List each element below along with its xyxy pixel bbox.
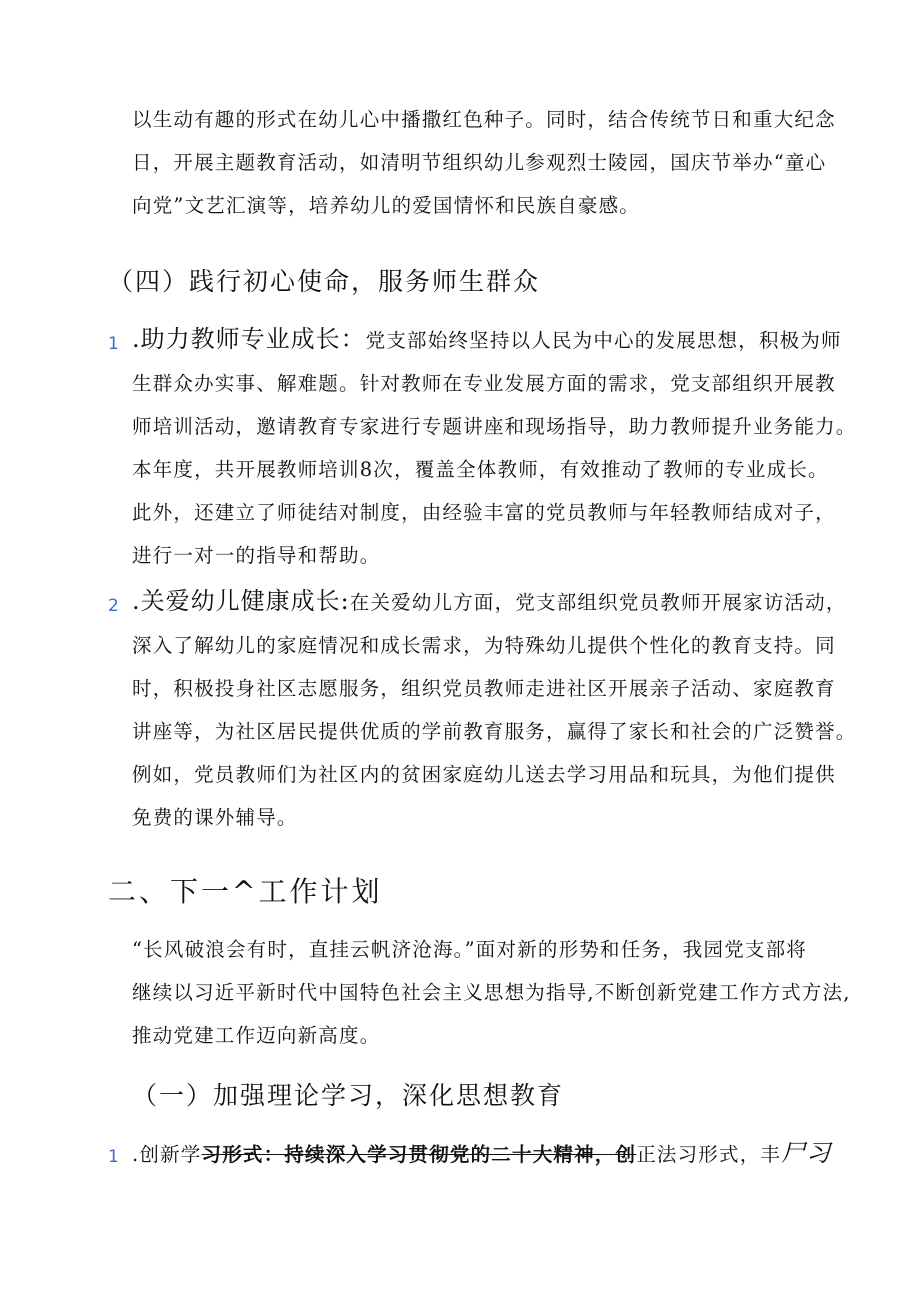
text-line: 讲座等，为社区居民提供优质的学前教育服务，赢得了家长和社会的广泛赞誉。 (132, 720, 857, 743)
section-heading-4: （四）践行初心使命，服务师生群众 (108, 267, 541, 296)
text-line: 本年度，共开展教师培训8次，覆盖全体教师，有效推动了教师的专业成长。 (132, 458, 829, 481)
text-line: 以生动有趣的形式在幼儿心中播撒红色种子。同时，结合传统节日和重大纪念 (132, 108, 836, 131)
list-item-child-care (132, 580, 857, 839)
item-text: 党支部始终坚持以人民为中心的发展思想，积极为师 (365, 329, 842, 352)
struck-text: 习形式：持续深入学习贯彻党的二十大精神，创 (201, 1143, 637, 1166)
item-text: 尸习 (781, 1139, 832, 1167)
text-line: 日，开展主题教育活动，如清明节组织幼儿参观烈士陵园，国庆节举办“童心 (132, 151, 827, 174)
plan-paragraph (132, 928, 851, 1057)
item-lead: .关爱幼儿健康成长: (132, 587, 350, 615)
text-line (132, 580, 847, 624)
text-line: 此外，还建立了师徒结对制度，由经验丰富的党员教师与年轻教师结成对子， (132, 501, 836, 524)
text-line: 师培训活动，邀请教育专家进行专题讲座和现场指导，助力教师提升业务能力。 (132, 415, 857, 438)
list-number: 1 (108, 334, 119, 354)
text-line: 免费的课外辅导。 (132, 806, 298, 829)
text-line: “长风破浪会有时，直挂云帆济沧海。”面对新的形势和任务，我园党支部将 (132, 938, 807, 961)
list-number: 1 (108, 1147, 119, 1167)
section-heading-plan: 二、下一^工作计划 (108, 875, 383, 908)
text-line: 例如，党员教师们为社区内的贫困家庭幼儿送去学习用品和玩具，为他们提供 (132, 763, 836, 786)
item-text: .创新学 (132, 1143, 202, 1166)
text-line (132, 1132, 832, 1176)
text-line: 推动党建工作迈向新高度。 (132, 1024, 381, 1047)
text-line: 深入了解幼儿的家庭情况和成长需求，为特殊幼儿提供个性化的教育支持。同 (132, 634, 836, 657)
item-lead: .助力教师专业成长： (132, 325, 366, 353)
section-heading-1: （一）加强理论学习，深化思想教育 (132, 1081, 565, 1110)
list-number: 2 (108, 596, 119, 616)
item-text: 正法习形式，丰 (636, 1143, 782, 1166)
text-line (132, 318, 842, 362)
text-line: 进行一对一的指导和帮助。 (132, 544, 381, 567)
text-line: 向党”文艺汇演等，培养幼儿的爱国情怀和民族自豪感。 (132, 194, 640, 217)
text-line: 时，积极投身社区志愿服务，组织党员教师走进社区开展亲子活动、家庭教育 (132, 677, 836, 700)
text-line: 生群众办实事、解难题。针对教师在专业发展方面的需求，党支部组织开展教 (132, 372, 836, 395)
list-item-learning-form (132, 1132, 832, 1176)
item-text: 在关爱幼儿方面，党支部组织党员教师开展家访活动， (349, 591, 847, 614)
text-line: 继续以习近平新时代中国特色社会主义思想为指导,不断创新党建工作方式方法, (132, 981, 851, 1004)
intro-paragraph (132, 98, 836, 227)
list-item-teacher-growth (132, 318, 857, 577)
